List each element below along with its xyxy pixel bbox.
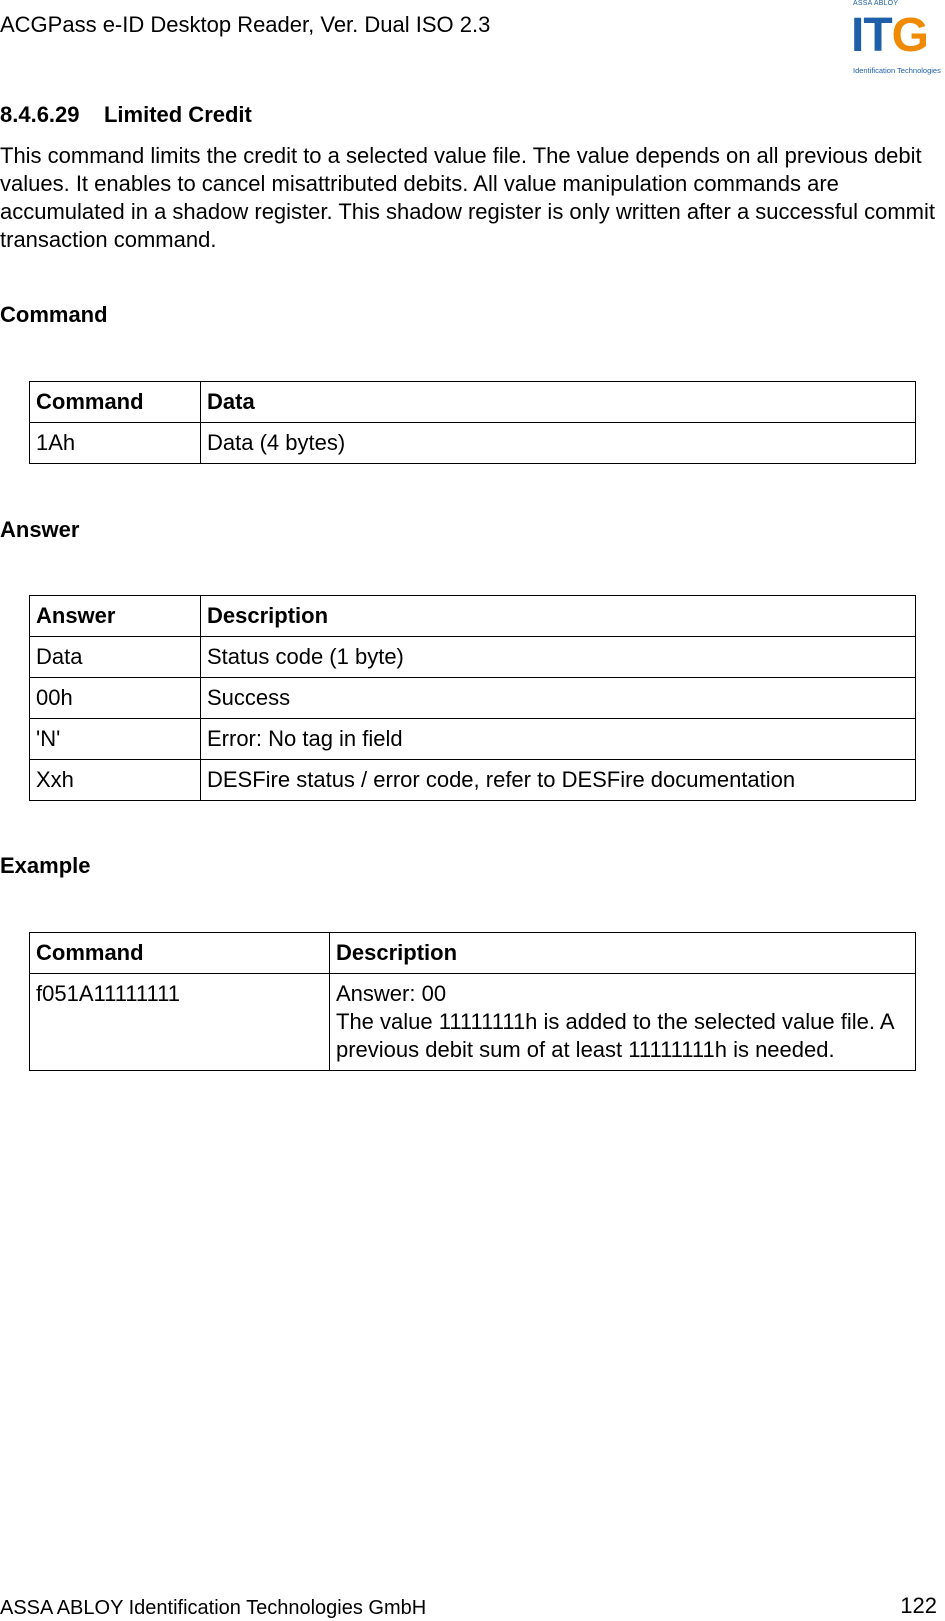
table-cell: f051A11111111 [30,974,330,1071]
example-heading: Example [0,853,91,878]
table-cell: Success [201,678,916,719]
column-header: Answer [30,596,201,637]
column-header: Command [30,933,330,974]
logo-top-text: ASSA ABLOY [853,0,899,7]
itg-logo [851,0,945,80]
command-heading: Command [0,302,108,327]
command-table [29,381,916,464]
intro-paragraph: This command limits the credit to a selected value file. The value depends on all previous debit values. It enables to cancel misattributed debits. All value manipulation commands are accumulated in a shadow register. This shadow register is only written after a successful commit transaction command. [0,143,935,252]
table-cell: Status code (1 byte) [201,637,916,678]
example-answer: Answer: 00 [336,981,447,1006]
table-header-row [30,382,916,423]
column-header: Data [201,382,916,423]
table-cell [330,974,916,1071]
table-cell: 'N' [30,719,201,760]
table-cell: 1Ah [30,423,201,464]
table-header-row [30,596,916,637]
example-table [29,932,916,1071]
section-title: Limited Credit [103,102,252,127]
section-heading [0,102,252,128]
table-row [30,678,916,719]
table-row [30,760,916,801]
column-header: Description [330,933,916,974]
column-header: Description [201,596,916,637]
logo-accent-letter: G [891,9,928,62]
column-header: Command [30,382,201,423]
table-cell: Data [30,637,201,678]
logo-bottom-text: Identification Technologies [853,66,941,75]
table-row [30,637,916,678]
table-cell: Xxh [30,760,201,801]
logo-main-text: IT [851,9,892,62]
answer-heading: Answer [0,517,80,542]
table-row [30,423,916,464]
example-description: The value 11111111h is added to the selected value file. A previous debit sum of at least 11111111h is needed. [336,1009,894,1062]
table-row [30,974,916,1071]
table-header-row [30,933,916,974]
header-title: ACGPass e-ID Desktop Reader, Ver. Dual ISO 2.3 [0,12,491,37]
footer-company: ASSA ABLOY Identification Technologies GmbH [0,1597,427,1619]
page-number: 122 [900,1593,937,1618]
table-cell: 00h [30,678,201,719]
answer-table [29,595,916,801]
section-number: 8.4.6.29 [0,102,80,127]
table-cell: Data (4 bytes) [201,423,916,464]
table-cell: Error: No tag in field [201,719,916,760]
table-row [30,719,916,760]
logo-mark [851,10,928,62]
table-cell: DESFire status / error code, refer to DESFire documentation [201,760,916,801]
